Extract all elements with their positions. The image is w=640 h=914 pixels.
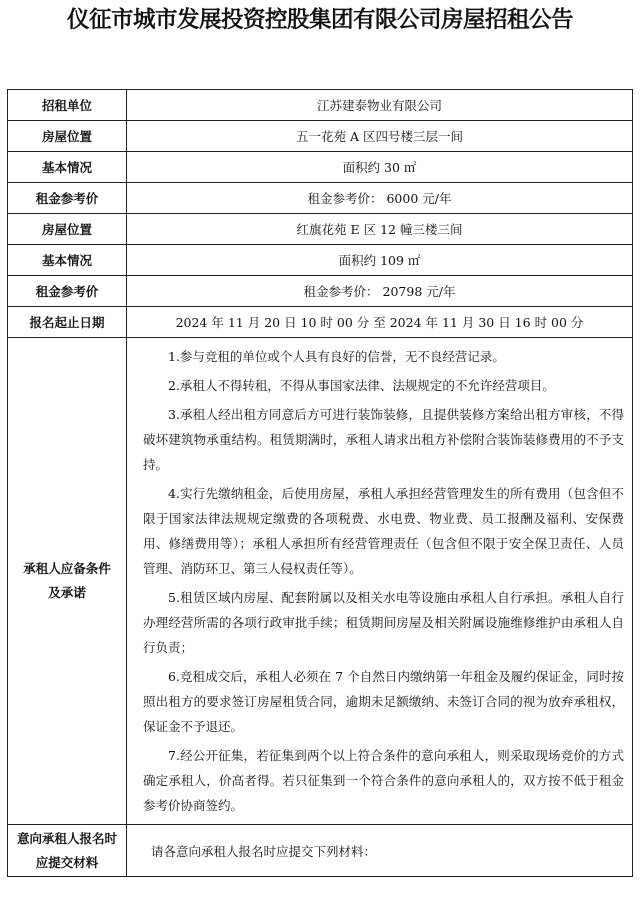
row-label: 招租单位 [8, 90, 127, 121]
row-label: 基本情况 [8, 152, 127, 183]
row-value: 面积约 109 ㎡ [127, 245, 633, 276]
table-row [8, 90, 633, 121]
table-row [8, 121, 633, 152]
condition-item: 6.竞租成交后，承租人必须在 7 个自然日内缴纳第一年租金及履约保证金，同时按照出租方的要求签订房屋租赁合同，逾期未足额缴纳、未签订合同的视为放弃承租权，保证金不予退还。 [143, 669, 624, 734]
materials-label [8, 825, 127, 877]
condition-item: 2.承租人不得转租，不得从事国家法律、法规规定的不允许经营项目。 [168, 378, 555, 393]
row-value: 租金参考价： 20798 元/年 [127, 276, 633, 307]
condition-item: 1.参与竞租的单位或个人具有良好的信誉，无不良经营记录。 [168, 349, 505, 364]
row-value: 面积约 30 ㎡ [127, 152, 633, 183]
table-row [8, 214, 633, 245]
conditions-row [8, 338, 633, 825]
row-label: 租金参考价 [8, 276, 127, 307]
row-label: 基本情况 [8, 245, 127, 276]
condition-item: 4.实行先缴纳租金，后使用房屋，承租人承担经营管理发生的所有费用（包含但不限于国家法律法规规定缴费的各项税费、水电费、物业费、员工报酬及福利、安保费用、修缮费用等）；承租人承担所有经营管理责任（包含但不限于安全保卫责任、人员管理、消防环卫、第三人侵权责任等）。 [143, 486, 624, 576]
row-value: 2024 年 11 月 20 日 10 时 00 分 至 2024 年 11 月 30 日 16 时 00 分 [127, 307, 633, 338]
row-value: 五一花苑 A 区四号楼三层一间 [127, 121, 633, 152]
condition-item: 5.租赁区域内房屋、配套附属以及相关水电等设施由承租人自行承担。承租人自行办理经营所需的各项行政审批手续；租赁期间房屋及相关附属设施维修维护由承租人自行负责； [143, 590, 624, 655]
table-row [8, 307, 633, 338]
table-row [8, 183, 633, 214]
materials-label-line: 意向承租人报名时 [16, 830, 117, 846]
row-label: 房屋位置 [8, 121, 127, 152]
row-label: 租金参考价 [8, 183, 127, 214]
table-row [8, 245, 633, 276]
condition-item: 7.经公开征集，若征集到两个以上符合条件的意向承租人，则采取现场竞价的方式确定承租人，价高者得。若只征集到一个符合条件的意向承租人的，双方按不低于租金参考价协商签约。 [143, 748, 624, 813]
conditions-list [127, 338, 633, 825]
row-value: 租金参考价： 6000 元/年 [127, 183, 633, 214]
page-title: 仪征市城市发展投资控股集团有限公司房屋招租公告 [66, 7, 573, 33]
row-label: 报名起止日期 [8, 307, 127, 338]
materials-row [8, 825, 633, 877]
row-value: 红旗花苑 E 区 12 幢三楼三间 [127, 214, 633, 245]
materials-label-line: 应提交材料 [35, 854, 99, 870]
notice-table [7, 89, 633, 877]
row-label: 房屋位置 [8, 214, 127, 245]
materials-text: 请各意向承租人报名时应提交下列材料： [127, 825, 633, 877]
condition-item: 3.承租人经出租方同意后方可进行装饰装修，且提供装修方案给出租方审核，不得破坏建筑物承重结构。租赁期满时，承租人请求出租方补偿附合装饰装修费用的不予支持。 [143, 407, 624, 472]
conditions-label [8, 338, 127, 825]
conditions-label-line: 及承诺 [48, 585, 86, 600]
table-row [8, 276, 633, 307]
conditions-label-line: 承租人应备条件 [23, 561, 111, 576]
row-value: 江苏建泰物业有限公司 [127, 90, 633, 121]
table-row [8, 152, 633, 183]
